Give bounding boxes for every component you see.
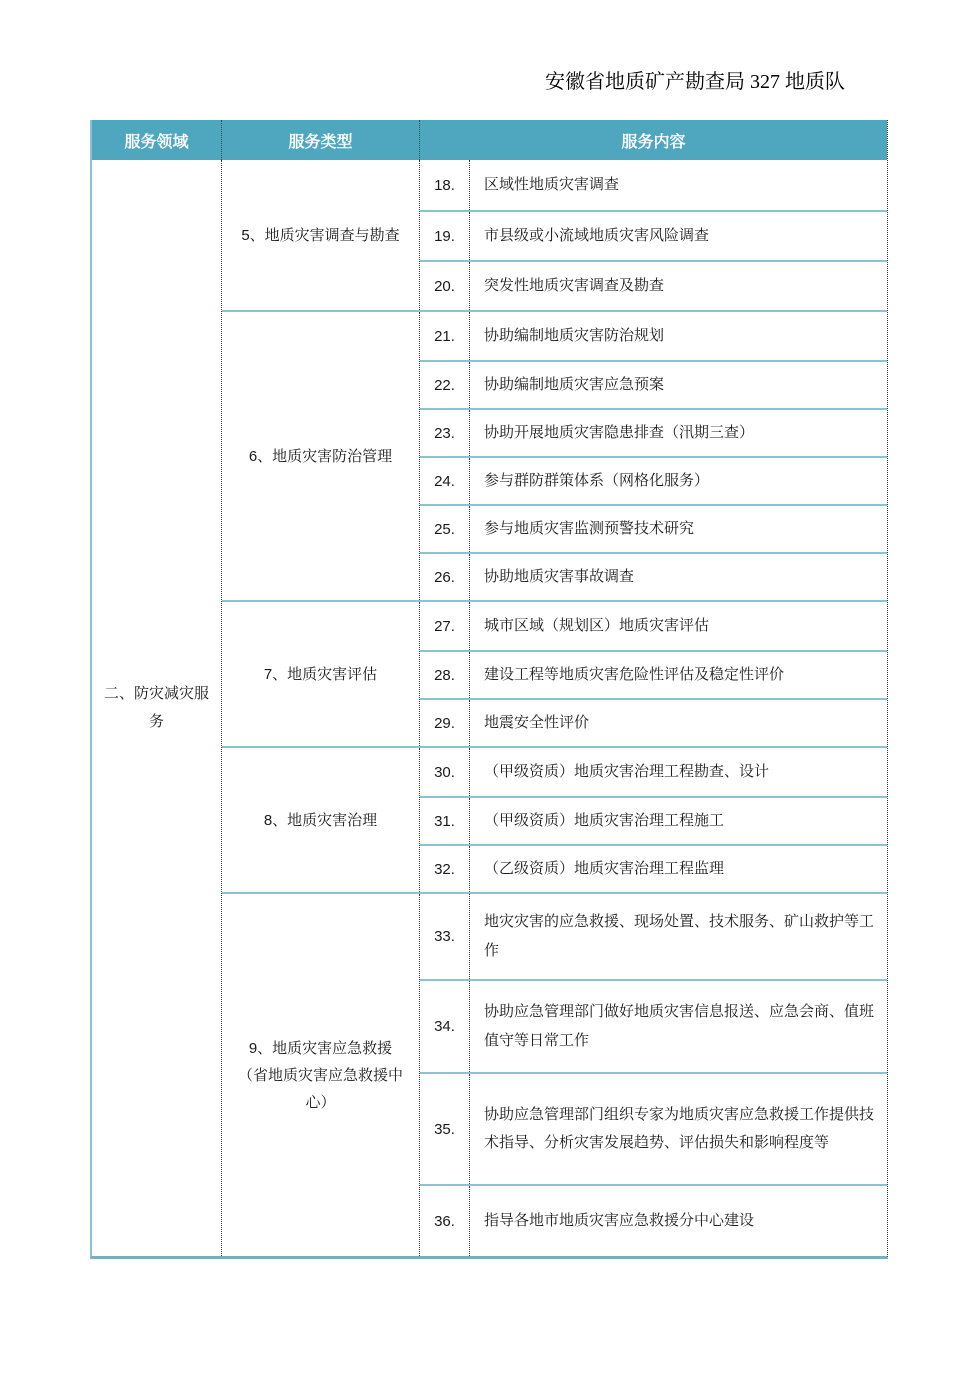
table-row-22: [420, 360, 887, 408]
group-5: [222, 160, 887, 310]
table-row-28: [420, 650, 887, 698]
header-service-content: 服务内容: [621, 133, 686, 151]
group-5-rows: [420, 160, 887, 310]
row-number: 21.: [420, 312, 470, 360]
group-7: [222, 600, 887, 746]
table-row-33: [420, 894, 887, 979]
table-row-25: [420, 504, 887, 552]
row-content: 建设工程等地质灾害危险性评估及稳定性评价: [484, 665, 785, 683]
row-content: 协助编制地质灾害应急预案: [484, 375, 665, 393]
table-row-21: [420, 312, 887, 360]
table-row-32: [420, 844, 887, 892]
row-number: 28.: [420, 652, 470, 698]
header-service-type: 服务类型: [222, 120, 420, 160]
group-9: [222, 892, 887, 1256]
service-groups: [222, 160, 887, 1256]
table-row-34: [420, 979, 887, 1072]
row-number: 25.: [420, 506, 470, 552]
cell-service-type-6: 6、地质灾害防治管理: [222, 312, 420, 600]
group-8: [222, 746, 887, 892]
row-content: 指导各地市地质灾害应急救援分中心建设: [484, 1211, 755, 1229]
cell-service-type-7: 7、地质灾害评估: [222, 602, 420, 746]
row-number: 20.: [420, 262, 470, 310]
row-content: （甲级资质）地质灾害治理工程勘查、设计: [484, 762, 770, 780]
group-9-rows: [420, 894, 887, 1256]
cell-service-type-5: 5、地质灾害调查与勘查: [222, 160, 420, 310]
row-number: 35.: [420, 1074, 470, 1184]
row-number: 23.: [420, 410, 470, 456]
table-header-row: [92, 120, 887, 160]
table-row-27: [420, 602, 887, 650]
group-8-rows: [420, 748, 887, 892]
row-number: 29.: [420, 700, 470, 746]
row-number: 31.: [420, 798, 470, 844]
service-table: [90, 120, 888, 1259]
row-number: 32.: [420, 846, 470, 892]
table-row-26: [420, 552, 887, 600]
group-6: [222, 310, 887, 600]
table-row-18: [420, 160, 887, 210]
row-number: 33.: [420, 894, 470, 979]
row-content: （甲级资质）地质灾害治理工程施工: [484, 811, 725, 829]
table-row-35: [420, 1072, 887, 1184]
table-row-29: [420, 698, 887, 746]
table-body: [92, 160, 887, 1256]
row-content: 协助编制地质灾害防治规划: [484, 326, 665, 344]
row-content: （乙级资质）地质灾害治理工程监理: [484, 859, 725, 877]
table-row-30: [420, 748, 887, 796]
cell-service-domain: 二、防灾减灾服务: [92, 160, 222, 1256]
group-6-rows: [420, 312, 887, 600]
cell-service-type-9: 9、地质灾害应急救援（省地质灾害应急救援中心）: [222, 894, 420, 1256]
row-number: 26.: [420, 554, 470, 600]
row-content: 参与群防群策体系（网格化服务）: [484, 471, 710, 489]
row-content: 协助应急管理部门组织专家为地质灾害应急救援工作提供技术指导、分析灾害发展趋势、评估损失和影响程度等: [484, 1105, 875, 1151]
row-number: 24.: [420, 458, 470, 504]
table-row-31: [420, 796, 887, 844]
row-content: 城市区域（规划区）地质灾害评估: [484, 616, 710, 634]
row-content: 参与地质灾害监测预警技术研究: [484, 519, 695, 537]
row-number: 36.: [420, 1186, 470, 1256]
row-content: 地灾灾害的应急救援、现场处置、技术服务、矿山救护等工作: [484, 913, 875, 959]
row-content: 市县级或小流域地质灾害风险调查: [484, 226, 710, 244]
table-row-36: [420, 1184, 887, 1256]
table-row-19: [420, 210, 887, 260]
row-number: 30.: [420, 748, 470, 796]
cell-service-type-8: 8、地质灾害治理: [222, 748, 420, 892]
row-content: 突发性地质灾害调查及勘查: [484, 276, 665, 294]
table-row-24: [420, 456, 887, 504]
row-number: 34.: [420, 981, 470, 1072]
table-row-20: [420, 260, 887, 310]
document-title: 安徽省地质矿产勘查局 327 地质队: [545, 71, 845, 93]
row-content: 地震安全性评价: [484, 713, 590, 731]
row-number: 27.: [420, 602, 470, 650]
group-7-rows: [420, 602, 887, 746]
row-content: 协助开展地质灾害隐患排查（汛期三查）: [484, 423, 755, 441]
table-row-23: [420, 408, 887, 456]
row-content: 区域性地质灾害调查: [484, 175, 620, 193]
row-number: 18.: [420, 160, 470, 210]
row-number: 22.: [420, 362, 470, 408]
row-content: 协助应急管理部门做好地质灾害信息报送、应急会商、值班值守等日常工作: [484, 1003, 875, 1049]
row-number: 19.: [420, 212, 470, 260]
row-content: 协助地质灾害事故调查: [484, 567, 635, 585]
header-service-domain: 服务领域: [92, 120, 222, 160]
